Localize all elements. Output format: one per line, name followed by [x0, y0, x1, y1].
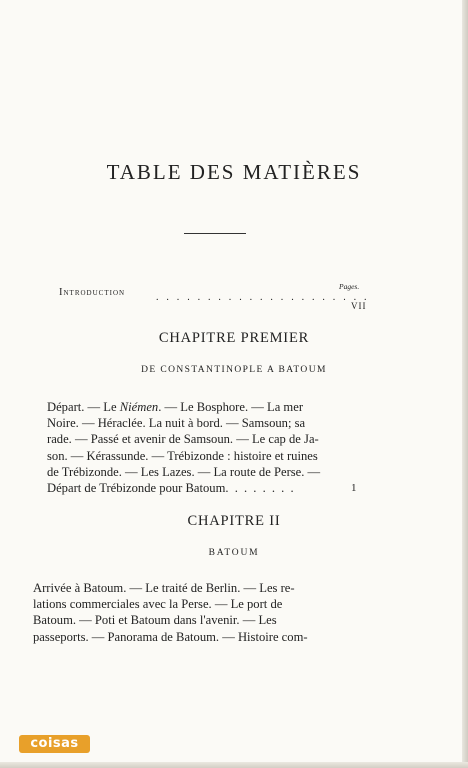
summary-line: Départ de Trébizonde pour Batoum . . . . . . . . [47, 481, 296, 496]
leader-dots: . . . . . . . . [225, 481, 296, 496]
summary-line: son. — Kérassunde. — Trébizonde : histoire et ruines [47, 448, 318, 463]
chapter-1-summary [47, 399, 334, 496]
chapter-2-subtitle: BATOUM [208, 548, 260, 558]
summary-text: Départ. — Le Niémen. — Le Bosphore. — La mer [47, 400, 304, 414]
chapter-1-heading: CHAPITRE PREMIER [158, 330, 310, 346]
introduction-leader-dots: . . . . . . . . . . . . . . . . . . . . . [156, 292, 370, 303]
watermark-logo: coisas [19, 735, 90, 753]
introduction-entry-label: Introduction [59, 287, 126, 298]
chapter-1-subtitle: DE CONSTANTINOPLE A BATOUM [141, 365, 327, 375]
summary-line: passeports. — Panorama de Batoum. — Histoire com- [33, 629, 308, 644]
page-edge-right [462, 0, 468, 768]
page-title: TABLE DES MATIÈRES [106, 160, 362, 184]
chapter-1-page-number: 1 [351, 482, 357, 494]
chapter-2-summary [33, 580, 320, 645]
introduction-page-number: VII [351, 301, 367, 311]
title-divider [184, 233, 246, 234]
chapter-2-heading: CHAPITRE II [187, 513, 281, 529]
summary-line: Noire. — Héraclée. La nuit à bord. — Samsoun; sa [47, 416, 306, 431]
summary-line [47, 399, 334, 415]
summary-line: rade. — Passé et avenir de Samsoun. — Le cap de Ja- [47, 432, 319, 447]
summary-line: lations commerciales avec la Perse. — Le port de [33, 597, 283, 612]
pages-column-label: Pages. [339, 282, 360, 291]
summary-line: Batoum. — Poti et Batoum dans l'avenir. — Les [33, 613, 277, 628]
summary-line: de Trébizonde. — Les Lazes. — La route de Perse. — [47, 464, 321, 479]
page-edge-bottom [0, 762, 468, 768]
summary-line: Arrivée à Batoum. — Le traité de Berlin. — Les re- [33, 581, 295, 595]
